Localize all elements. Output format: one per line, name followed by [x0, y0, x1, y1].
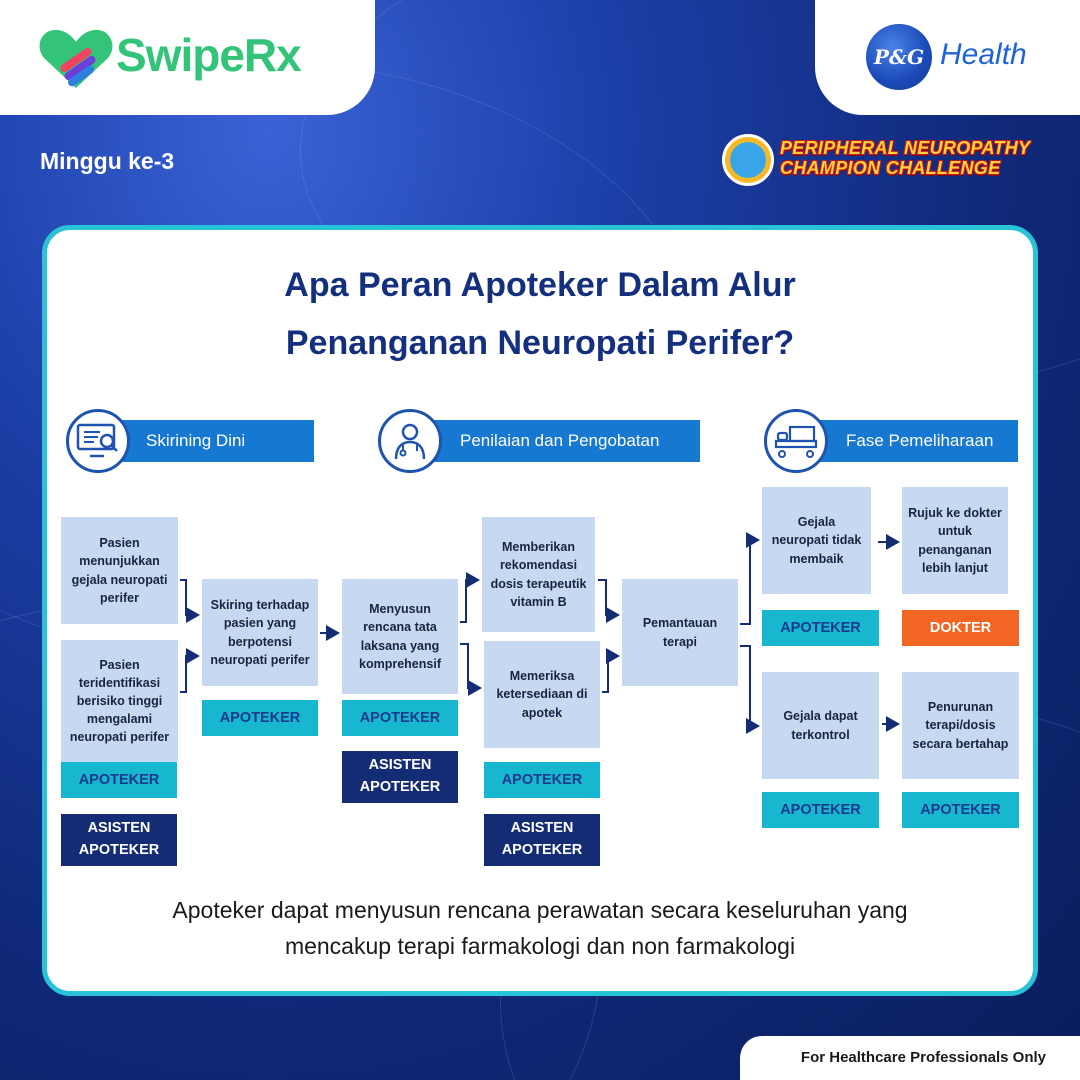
- challenge-title-line2: CHAMPION CHALLENGE: [780, 158, 1001, 178]
- section-assessment-label: Penilaian dan Pengobatan: [460, 431, 660, 450]
- arrow-symptoms-to-screening: [180, 580, 198, 615]
- arrow-dose-to-monitoring: [598, 580, 618, 615]
- tag-asisten-line1: ASISTEN: [87, 820, 151, 837]
- arrow-risk-to-screening: [180, 656, 198, 692]
- page-title-line1: Apa Peran Apoteker Dalam Alur: [284, 266, 796, 304]
- tag-apoteker: APOTEKER: [202, 700, 318, 736]
- arrow-availability-to-monitoring: [602, 656, 618, 692]
- tag-asisten-line2: APOTEKER: [359, 779, 441, 795]
- pg-logo: P&G: [866, 24, 932, 90]
- tag-apoteker: APOTEKER: [762, 610, 879, 646]
- box-care-plan: Menyusun rencana tata laksana yang komprehensif: [342, 579, 458, 694]
- swiperx-logo-text: SwipeRx: [116, 29, 301, 81]
- box-patient-risk: Pasien teridentifikasi berisiko tinggi mengalami neuropati perifer: [61, 640, 178, 762]
- pg-health-text: Health: [940, 38, 1027, 71]
- challenge-title-line1: PERIPHERAL NEUROPATHY: [780, 138, 1031, 158]
- tag-apoteker: APOTEKER: [902, 792, 1019, 828]
- box-patient-symptoms: Pasien menunjukkan gejala neuropati perifer: [61, 517, 178, 624]
- tag-apoteker: APOTEKER: [61, 762, 177, 798]
- week-label: Minggu ke-3: [40, 148, 175, 174]
- section-maintenance-label: Fase Pemeliharaan: [846, 431, 994, 450]
- tag-apoteker: APOTEKER: [342, 700, 458, 736]
- summary-line1: Apoteker dapat menyusun rencana perawatan secara keseluruhan yang: [172, 897, 908, 923]
- tag-dokter: DOKTER: [902, 610, 1019, 646]
- box-check-availability: Memeriksa ketersediaan di apotek: [484, 641, 600, 748]
- box-not-improving: Gejala neuropati tidak membaik: [762, 487, 871, 594]
- box-taper: Penurunan terapi/dosis secara bertahap: [902, 672, 1019, 779]
- arrow-careplan-to-availability: [460, 644, 480, 688]
- tag-asisten-line2: APOTEKER: [501, 842, 583, 858]
- tag-asisten-line1: ASISTEN: [368, 757, 432, 774]
- box-recommend-dose: Memberikan rekomendasi dosis terapeutik vitamin B: [482, 517, 595, 632]
- tag-apoteker: APOTEKER: [762, 792, 879, 828]
- page-title-line2: Penanganan Neuropati Perifer?: [285, 324, 795, 362]
- box-controlled: Gejala dapat terkontrol: [762, 672, 879, 779]
- disclaimer-text: For Healthcare Professionals Only: [800, 1049, 1046, 1066]
- tag-asisten-line2: APOTEKER: [78, 842, 160, 858]
- summary-line2: mencakup terapi farmakologi dan non farmakologi: [284, 933, 796, 959]
- arrow-careplan-to-dose: [460, 580, 478, 622]
- tag-apoteker: APOTEKER: [484, 762, 600, 798]
- arrow-monitoring-to-controlled: [740, 646, 758, 726]
- tag-asisten-line1: ASISTEN: [510, 820, 574, 837]
- section-screening-label: Skirining Dini: [146, 431, 246, 450]
- box-monitoring: Pemantauan terapi: [622, 579, 738, 686]
- box-refer-doctor: Rujuk ke dokter untuk penanganan lebih lanjut: [902, 487, 1008, 594]
- box-screening-patients: Skiring terhadap pasien yang berpotensi neuropati perifer: [202, 579, 318, 686]
- arrow-monitoring-to-notimproving: [740, 540, 758, 624]
